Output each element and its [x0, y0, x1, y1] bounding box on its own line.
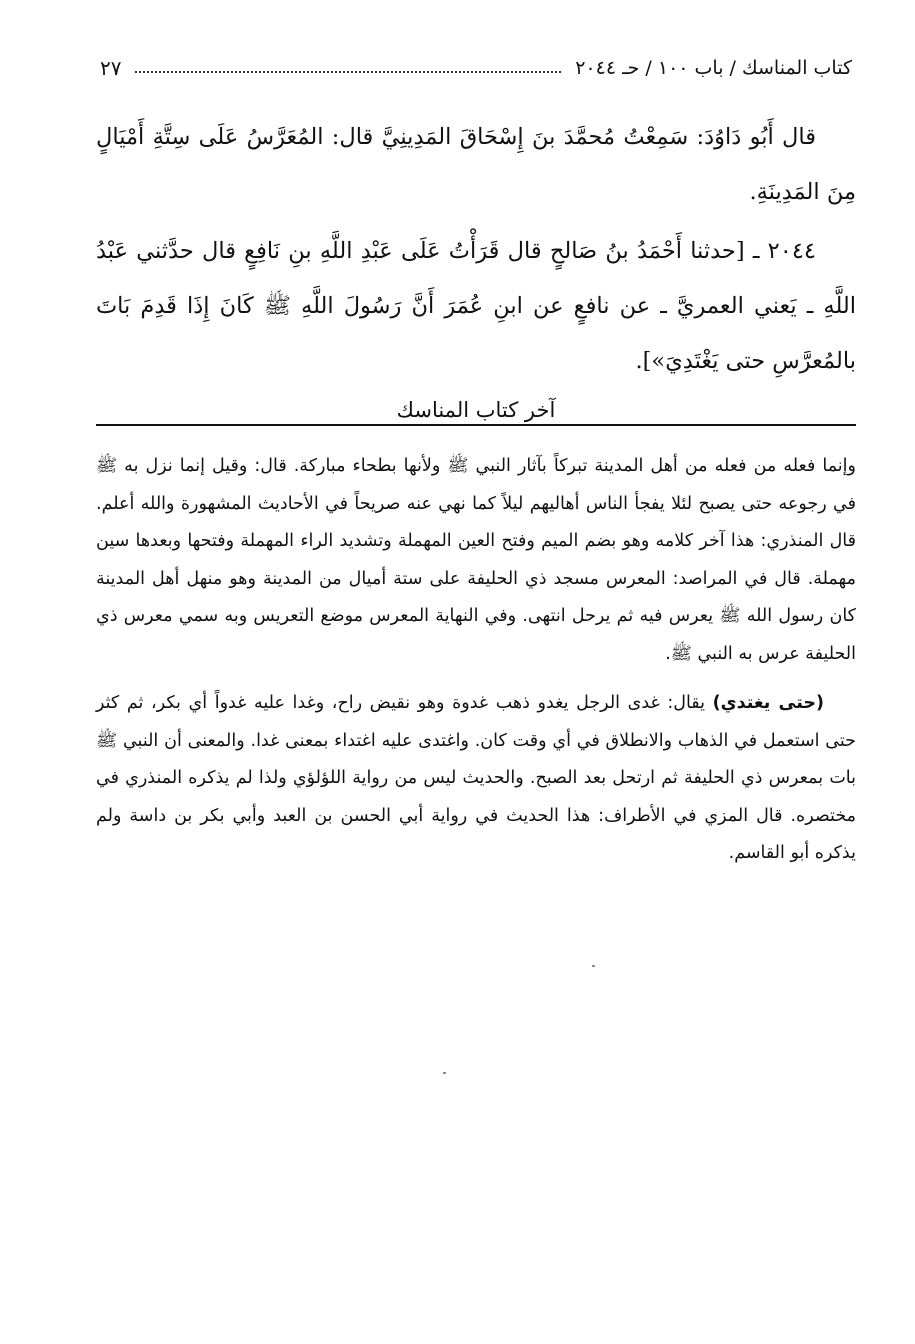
hadith-2044: ٢٠٤٤ ـ [حدثنا أَحْمَدُ بنُ صَالحٍ قال قَرَأْتُ عَلَى عَبْدِ اللَّهِ بنِ نَافِعٍ قال حدَّثني عَبْدُ اللَّهِ ـ يَعني العمريَّ ـ عن نافعٍ عن ابنِ عُمَرَ أَنَّ رَسُولَ اللَّهِ ﷺ كَانَ إِذَا قَدِمَ بَاتَ بالمُعرَّسِ حتى يَغْتَدِيَ»].: [96, 238, 857, 374]
commentary-paragraph-1: وإنما فعله من فعله من أهل المدينة تبركاً بآثار النبي ﷺ ولأنها بطحاء مباركة. قال: وقيل إنما نزل به ﷺ في رجوعه حتى يصبح لئلا يفجأ الناس أهاليهم ليلاً كما نهي عنه صريحاً في الأحاديث المشهورة والله أعلم. قال المنذري: هذا آخر كلامه وهو بضم الميم وفتح العين المهملة وتشديد الراء المهملة وفتحها وبعدها سين مهملة. قال في المراصد: المعرس مسجد ذي الحليفة على ستة أميال من المدينة وهو منهل أهل المدينة كان رسول الله ﷺ يعرس فيه ثم يرحل انتهى. وفي النهاية المعرس موضع التعريس وبه سمي معرس ذي الحليفة عرس به النبي ﷺ.: [96, 456, 856, 664]
commentary-paragraph-2-text: يقال: غدى الرجل يغدو ذهب غدوة وهو نقيض راح، وغدا عليه غدواً أي بكر، ثم كثر حتى استعمل في الذهاب والانطلاق في أي وقت كان. واغتدى عليه اغتداء بمعنى غدا. والمعنى أن النبي ﷺ بات بمعرس ذي الحليفة ثم ارتحل بعد الصبح. والحديث ليس من رواية اللؤلؤي ولذا لم يذكره المنذري في مختصره. قال المزي في الأطراف: هذا الحديث في رواية أبي الحسن بن العبد وأبي بكر بن داسة ولم يذكره أبو القاسم.: [96, 693, 856, 863]
running-header: [100, 52, 852, 84]
header-leader-dots: [135, 71, 561, 73]
end-of-book-title: آخر كتاب المناسك: [396, 398, 556, 422]
scan-speck: [443, 1072, 446, 1074]
abu-dawud-note: قال أَبُو دَاوُدَ: سَمِعْتُ مُحمَّدَ بنَ إِسْحَاقَ المَدِينِيَّ قال: المُعَرَّسُ عَلَى سِتَّةِ أَمْيَالٍ مِنَ المَدِينَةِ.: [96, 124, 856, 205]
commentary-term: (حتى يغتدي): [712, 693, 824, 713]
commentary-paragraph-2: [96, 685, 856, 873]
header-title: كتاب المناسك / باب ١٠٠ / حـ ٢٠٤٤: [575, 57, 852, 79]
page-number: ٢٧: [100, 56, 122, 80]
main-text: [96, 110, 856, 438]
scan-speck: [592, 965, 595, 967]
commentary: [96, 448, 856, 873]
footnote-divider: [96, 424, 856, 426]
